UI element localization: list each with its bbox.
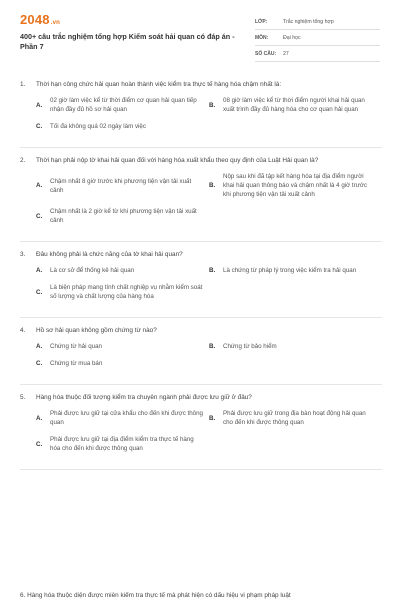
option-letter: C.	[36, 440, 43, 448]
option-letter: C.	[36, 288, 43, 296]
option-letter: C.	[36, 360, 43, 367]
question-5	[20, 393, 382, 470]
question-text: Hồ sơ hải quan không gồm chứng từ nào?	[36, 327, 157, 334]
option-c[interactable]	[36, 359, 209, 368]
option-c[interactable]	[36, 207, 209, 225]
question-header	[20, 393, 382, 402]
option-text: Nộp sau khi đã tập kết hàng hóa tại địa điểm người khai hải quan thông báo và chậm nhất là 4 giờ trước khi phương tiện vận tải xuất cảnh	[223, 173, 368, 198]
option-b[interactable]	[209, 172, 382, 199]
question-list	[20, 80, 382, 478]
question-header	[20, 156, 382, 165]
options	[20, 409, 382, 461]
meta-row-subject	[255, 30, 380, 46]
option-text: Là cơ sở để thống kê hải quan	[50, 267, 135, 274]
options	[20, 266, 382, 309]
question-number: 1.	[20, 81, 26, 88]
option-letter: A.	[36, 182, 43, 189]
option-text: Là biện pháp mang tính chất nghiệp vụ nhằm kiểm soát số lượng và chất lượng của hàng hóa	[50, 284, 203, 300]
option-letter: B.	[209, 343, 216, 350]
question-header	[20, 80, 382, 89]
option-text: 08 giờ làm việc kể từ thời điểm người khai hải quan xuất trình đầy đủ hàng hóa cho cơ quan hải quan	[223, 97, 365, 113]
meta-value: Trắc nghiệm tổng hợp	[283, 18, 334, 25]
option-b[interactable]	[209, 96, 382, 114]
question-3	[20, 250, 382, 318]
options	[20, 96, 382, 139]
option-c[interactable]	[36, 435, 209, 453]
question-text: Thời hạn công chức hải quan hoàn thành việc kiểm tra thực tế hàng hóa chậm nhất là:	[36, 81, 282, 88]
option-a[interactable]	[36, 172, 209, 199]
question-number: 2.	[20, 157, 26, 164]
option-letter: B.	[209, 182, 216, 189]
question-header	[20, 326, 382, 335]
meta-row-count	[255, 46, 380, 62]
option-letter: C.	[36, 123, 43, 130]
option-text: Chứng từ hải quan	[50, 343, 102, 350]
options	[20, 172, 382, 233]
option-text: Phải được lưu giữ tại cửa khẩu cho đến khi được thông quan	[50, 410, 204, 426]
option-letter: B.	[209, 267, 216, 274]
option-a[interactable]	[36, 96, 209, 114]
question-text: Đâu không phải là chức năng của tờ khai hải quan?	[36, 251, 183, 258]
option-a[interactable]	[36, 342, 209, 351]
question-text: Hàng hóa thuộc đối tượng kiểm tra chuyên ngành phải được lưu giữ ở đâu?	[36, 394, 252, 401]
question-number: 3.	[20, 251, 26, 258]
option-text: Chứng từ bảo hiểm	[223, 343, 277, 350]
document-title: 400+ câu trắc nghiệm tổng hợp Kiểm soát hải quan có đáp án - Phần 7	[20, 32, 235, 51]
option-text: Chậm nhất là 2 giờ kể từ khi phương tiện vận tải xuất cảnh	[50, 208, 197, 224]
option-a[interactable]	[36, 409, 209, 427]
option-b[interactable]	[209, 409, 382, 427]
options	[20, 342, 382, 376]
option-letter: B.	[209, 101, 216, 109]
option-c[interactable]	[36, 122, 244, 131]
option-letter: B.	[209, 414, 216, 422]
option-text: Phải được lưu giữ trong địa bàn hoạt động hải quan cho đến khi được thông quan	[223, 410, 366, 426]
option-letter: A.	[36, 414, 43, 422]
logo-number: 2048	[20, 12, 50, 27]
question-1	[20, 80, 382, 148]
option-letter: A.	[36, 343, 43, 350]
meta-value: Đại học	[283, 34, 301, 41]
option-text: Chậm nhất 8 giờ trước khi phương tiện vận tải xuất cảnh	[50, 177, 192, 194]
question-header	[20, 250, 382, 259]
option-letter: A.	[36, 267, 43, 274]
option-b[interactable]	[209, 266, 382, 275]
question-number: 5.	[20, 394, 26, 401]
option-text: Chứng từ mua bán	[50, 360, 103, 367]
option-text: 02 giờ làm việc kể từ thời điểm cơ quan hải quan tiếp nhận đầy đủ hồ sơ hải quan	[50, 97, 197, 113]
question-number: 4.	[20, 327, 26, 334]
page-header	[0, 0, 400, 64]
meta-label: LỚP:	[255, 18, 268, 25]
option-a[interactable]	[36, 266, 209, 275]
option-c[interactable]	[36, 283, 209, 301]
document-meta	[255, 14, 380, 62]
option-b[interactable]	[209, 342, 382, 351]
option-letter: A.	[36, 101, 43, 109]
option-text: Tối đa không quá 02 ngày làm việc	[50, 123, 146, 130]
site-logo[interactable]	[20, 12, 60, 27]
question-4	[20, 326, 382, 385]
meta-row-class	[255, 14, 380, 30]
meta-label: MÔN:	[255, 34, 269, 41]
question-text: Thời hạn phải nộp tờ khai hải quan đối với hàng hóa xuất khẩu theo quy định của Luật Hải quan là?	[36, 157, 319, 164]
question-2	[20, 156, 382, 242]
logo-suffix: .vn	[50, 20, 61, 26]
option-text: Là chứng từ pháp lý trong việc kiểm tra hải quan	[223, 267, 357, 274]
option-text: Phải được lưu giữ tại địa điểm kiểm tra thực tế hàng hóa cho đến khi được thông quan	[50, 436, 194, 452]
option-letter: C.	[36, 212, 43, 220]
meta-value: 27	[283, 50, 289, 57]
question-6-partial: 6. Hàng hóa thuộc diện được miễn kiểm tra thực tế mà phát hiện có dấu hiệu vi phạm pháp luật	[20, 592, 291, 599]
meta-label: SỐ CÂU:	[255, 50, 277, 57]
